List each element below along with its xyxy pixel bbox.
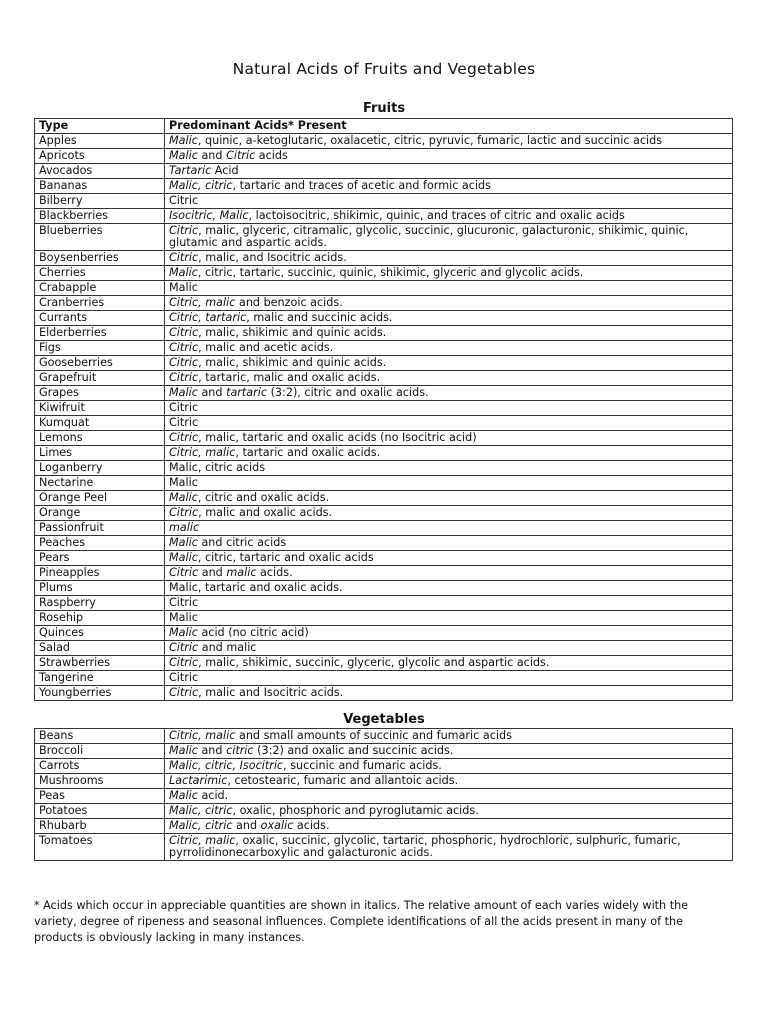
table-row	[35, 431, 733, 446]
acids-cell: Malic, citric, tartaric and oxalic acids	[165, 551, 733, 566]
acids-cell: Citric, malic and oxalic acids.	[165, 506, 733, 521]
table-row	[35, 224, 733, 251]
table-row	[35, 729, 733, 744]
table-row	[35, 281, 733, 296]
table-row	[35, 641, 733, 656]
acids-cell: Malic	[165, 476, 733, 491]
acids-cell: Citric, tartaric, malic and oxalic acids.	[165, 371, 733, 386]
type-cell: Blackberries	[35, 209, 165, 224]
table-row	[35, 506, 733, 521]
type-cell: Broccoli	[35, 744, 165, 759]
type-cell: Grapefruit	[35, 371, 165, 386]
type-cell: Loganberry	[35, 461, 165, 476]
acids-cell: Malic, citric acids	[165, 461, 733, 476]
acids-cell: Citric, malic, tartaric and oxalic acids.	[165, 446, 733, 461]
table-row	[35, 356, 733, 371]
type-cell: Currants	[35, 311, 165, 326]
type-cell: Limes	[35, 446, 165, 461]
table-row	[35, 134, 733, 149]
type-cell: Rosehip	[35, 611, 165, 626]
table-row	[35, 596, 733, 611]
type-cell: Salad	[35, 641, 165, 656]
type-cell: Carrots	[35, 759, 165, 774]
acids-cell: Malic, citric, tartaric, succinic, quinic, shikimic, glyceric and glycolic acids.	[165, 266, 733, 281]
table-row	[35, 194, 733, 209]
table-row	[35, 401, 733, 416]
type-cell: Quinces	[35, 626, 165, 641]
type-cell: Peas	[35, 789, 165, 804]
acids-cell: Lactarimic, cetostearic, fumaric and allantoic acids.	[165, 774, 733, 789]
acids-cell: Citric	[165, 596, 733, 611]
acids-cell: Citric, malic, shikimic, succinic, glyceric, glycolic and aspartic acids.	[165, 656, 733, 671]
type-cell: Elderberries	[35, 326, 165, 341]
table-row	[35, 416, 733, 431]
vegetables-table	[34, 728, 733, 861]
acids-cell: Malic, citric, tartaric and traces of acetic and formic acids	[165, 179, 733, 194]
acids-cell: Citric, malic, and Isocitric acids.	[165, 251, 733, 266]
table-row	[35, 656, 733, 671]
table-row	[35, 551, 733, 566]
type-cell: Rhubarb	[35, 819, 165, 834]
acids-cell: Citric	[165, 416, 733, 431]
type-cell: Boysenberries	[35, 251, 165, 266]
type-cell: Apricots	[35, 149, 165, 164]
table-row	[35, 476, 733, 491]
table-row	[35, 671, 733, 686]
table-row	[35, 686, 733, 701]
acids-cell: Citric, malic and Isocitric acids.	[165, 686, 733, 701]
table-row	[35, 804, 733, 819]
table-row	[35, 834, 733, 861]
type-cell: Blueberries	[35, 224, 165, 251]
acids-cell: Citric, malic and benzoic acids.	[165, 296, 733, 311]
type-cell: Potatoes	[35, 804, 165, 819]
type-cell: Nectarine	[35, 476, 165, 491]
type-cell: Orange	[35, 506, 165, 521]
acids-cell: Malic, citric and oxalic acids.	[165, 819, 733, 834]
acids-cell: Citric, malic, tartaric and oxalic acids (no Isocitric acid)	[165, 431, 733, 446]
type-cell: Orange Peel	[35, 491, 165, 506]
table-row	[35, 819, 733, 834]
acids-cell: Citric, malic, shikimic and quinic acids.	[165, 356, 733, 371]
acids-cell: Citric, malic, glyceric, citramalic, glycolic, succinic, glucuronic, galacturonic, shikimic, quinic, glutamic and aspartic acids.	[165, 224, 733, 251]
acids-cell: Citric and malic	[165, 641, 733, 656]
type-cell: Cranberries	[35, 296, 165, 311]
type-cell: Plums	[35, 581, 165, 596]
type-cell: Bilberry	[35, 194, 165, 209]
table-row	[35, 774, 733, 789]
acids-cell: Malic acid (no citric acid)	[165, 626, 733, 641]
type-cell: Kumquat	[35, 416, 165, 431]
table-row	[35, 611, 733, 626]
acids-cell: Citric, malic and acetic acids.	[165, 341, 733, 356]
acids-cell: Citric, malic, oxalic, succinic, glycolic, tartaric, phosphoric, hydrochloric, sulphuric, fumaric, pyrrolidinonecarboxylic and galacturonic acids.	[165, 834, 733, 861]
type-cell: Youngberries	[35, 686, 165, 701]
table-row	[35, 266, 733, 281]
type-cell: Bananas	[35, 179, 165, 194]
type-cell: Passionfruit	[35, 521, 165, 536]
fruits-table	[34, 118, 733, 701]
acids-cell: Citric, malic and small amounts of succinic and fumaric acids	[165, 729, 733, 744]
type-cell: Figs	[35, 341, 165, 356]
acids-cell: malic	[165, 521, 733, 536]
type-cell: Strawberries	[35, 656, 165, 671]
table-row	[35, 326, 733, 341]
acids-cell: Isocitric, Malic, lactoisocitric, shikimic, quinic, and traces of citric and oxalic acids	[165, 209, 733, 224]
acids-cell: Citric	[165, 194, 733, 209]
acids-cell: Malic and Citric acids	[165, 149, 733, 164]
type-cell: Pineapples	[35, 566, 165, 581]
acids-cell: Citric and malic acids.	[165, 566, 733, 581]
type-cell: Apples	[35, 134, 165, 149]
acids-cell: Citric, tartaric, malic and succinic acids.	[165, 311, 733, 326]
table-row	[35, 566, 733, 581]
table-row	[35, 744, 733, 759]
footnote: * Acids which occur in appreciable quantities are shown in italics. The relative amount of each varies widely with the variety, degree of ripeness and seasonal influences. Complete identifications of all the acids present in many of the products is obviously lacking in many instances.	[34, 899, 689, 944]
table-row	[35, 386, 733, 401]
table-row	[35, 311, 733, 326]
acids-cell: Malic, citric and oxalic acids.	[165, 491, 733, 506]
acids-cell: Malic, tartaric and oxalic acids.	[165, 581, 733, 596]
type-cell: Kiwifruit	[35, 401, 165, 416]
type-cell: Grapes	[35, 386, 165, 401]
type-cell: Peaches	[35, 536, 165, 551]
acids-cell: Tartaric Acid	[165, 164, 733, 179]
type-cell: Crabapple	[35, 281, 165, 296]
table-header-row	[35, 119, 733, 134]
table-row	[35, 371, 733, 386]
acids-column-header: Predominant Acids* Present	[165, 119, 733, 134]
table-row	[35, 521, 733, 536]
table-row	[35, 251, 733, 266]
acids-cell: Citric	[165, 671, 733, 686]
page-title: Natural Acids of Fruits and Vegetables	[232, 60, 536, 78]
type-cell: Mushrooms	[35, 774, 165, 789]
table-row	[35, 536, 733, 551]
table-row	[35, 461, 733, 476]
acids-cell: Malic, quinic, a-ketoglutaric, oxalacetic, citric, pyruvic, fumaric, lactic and succinic acids	[165, 134, 733, 149]
type-cell: Tomatoes	[35, 834, 165, 861]
table-row	[35, 581, 733, 596]
table-row	[35, 164, 733, 179]
type-cell: Avocados	[35, 164, 165, 179]
table-row	[35, 179, 733, 194]
table-row	[35, 149, 733, 164]
acids-cell: Malic, citric, Isocitric, succinic and fumaric acids.	[165, 759, 733, 774]
table-row	[35, 759, 733, 774]
acids-cell: Malic	[165, 611, 733, 626]
table-row	[35, 209, 733, 224]
table-row	[35, 491, 733, 506]
acids-cell: Malic	[165, 281, 733, 296]
type-cell: Tangerine	[35, 671, 165, 686]
type-cell: Pears	[35, 551, 165, 566]
table-row	[35, 341, 733, 356]
acids-cell: Malic acid.	[165, 789, 733, 804]
acids-cell: Malic and citric (3:2) and oxalic and succinic acids.	[165, 744, 733, 759]
type-cell: Beans	[35, 729, 165, 744]
acids-cell: Malic and citric acids	[165, 536, 733, 551]
fruits-heading: Fruits	[362, 101, 406, 116]
type-cell: Cherries	[35, 266, 165, 281]
acids-cell: Citric	[165, 401, 733, 416]
type-column-header: Type	[35, 119, 165, 134]
acids-cell: Malic and tartaric (3:2), citric and oxalic acids.	[165, 386, 733, 401]
type-cell: Gooseberries	[35, 356, 165, 371]
type-cell: Lemons	[35, 431, 165, 446]
table-row	[35, 626, 733, 641]
table-row	[35, 789, 733, 804]
table-row	[35, 296, 733, 311]
vegetables-heading: Vegetables	[343, 712, 425, 727]
acids-cell: Malic, citric, oxalic, phosphoric and pyroglutamic acids.	[165, 804, 733, 819]
table-row	[35, 446, 733, 461]
acids-cell: Citric, malic, shikimic and quinic acids.	[165, 326, 733, 341]
type-cell: Raspberry	[35, 596, 165, 611]
